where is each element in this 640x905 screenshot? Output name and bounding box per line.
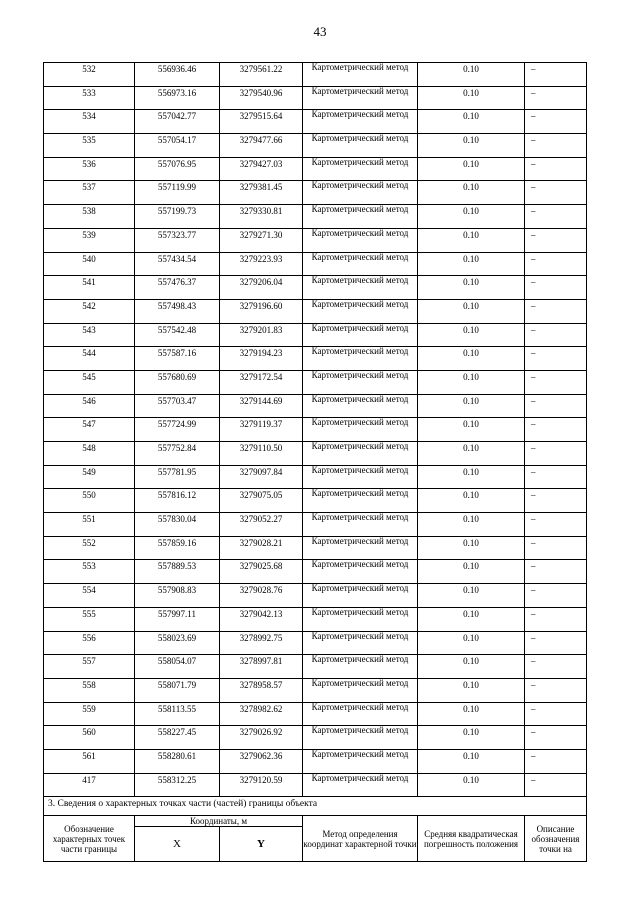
coord-y: 3279540.96 (220, 86, 303, 110)
point-number: 543 (44, 323, 135, 347)
table-row (44, 347, 587, 371)
coord-y: 3278992.75 (220, 631, 303, 655)
accuracy-cell: 0.10 (418, 157, 525, 181)
header-coords: Координаты, м (135, 816, 303, 827)
point-number: 561 (44, 749, 135, 773)
table-row (44, 181, 587, 205)
method-cell: Картометрический метод (303, 134, 418, 158)
coord-x: 557587.16 (135, 347, 220, 371)
description-cell: – (525, 347, 587, 371)
point-number: 532 (44, 63, 135, 87)
coord-x: 557476.37 (135, 276, 220, 300)
table-row (44, 205, 587, 229)
coord-y: 3278997.81 (220, 655, 303, 679)
description-cell: – (525, 607, 587, 631)
coord-y: 3279028.76 (220, 584, 303, 608)
method-cell: Картометрический метод (303, 678, 418, 702)
coord-x: 557724.99 (135, 418, 220, 442)
coord-x: 557781.95 (135, 465, 220, 489)
method-cell: Картометрический метод (303, 323, 418, 347)
coord-x: 556936.46 (135, 63, 220, 87)
table-row (44, 489, 587, 513)
method-cell: Картометрический метод (303, 702, 418, 726)
table-row (44, 252, 587, 276)
point-number: 533 (44, 86, 135, 110)
table-row (44, 276, 587, 300)
method-cell: Картометрический метод (303, 394, 418, 418)
description-cell: – (525, 749, 587, 773)
point-number: 417 (44, 773, 135, 797)
page-number: 43 (313, 24, 327, 39)
accuracy-cell: 0.10 (418, 749, 525, 773)
coord-x: 558054.07 (135, 655, 220, 679)
coord-y: 3279052.27 (220, 513, 303, 537)
method-cell: Картометрический метод (303, 607, 418, 631)
accuracy-cell: 0.10 (418, 678, 525, 702)
method-cell: Картометрический метод (303, 157, 418, 181)
accuracy-cell: 0.10 (418, 134, 525, 158)
coord-y: 3278958.57 (220, 678, 303, 702)
accuracy-cell: 0.10 (418, 584, 525, 608)
header-y: Y (220, 827, 303, 862)
coord-x: 557498.43 (135, 299, 220, 323)
method-cell: Картометрический метод (303, 584, 418, 608)
description-cell: – (525, 442, 587, 466)
table-row (44, 465, 587, 489)
accuracy-cell: 0.10 (418, 773, 525, 797)
table-row (44, 560, 587, 584)
accuracy-cell: 0.10 (418, 63, 525, 87)
method-cell: Картометрический метод (303, 110, 418, 134)
coord-x: 557042.77 (135, 110, 220, 134)
point-number: 538 (44, 205, 135, 229)
description-cell: – (525, 323, 587, 347)
table-row (44, 655, 587, 679)
section-title: 3. Сведения о характерных точках части (частей) границы объекта (44, 797, 587, 816)
coord-x: 557830.04 (135, 513, 220, 537)
point-number: 540 (44, 252, 135, 276)
coord-x: 557816.12 (135, 489, 220, 513)
coord-y: 3279196.60 (220, 299, 303, 323)
coord-x: 557997.11 (135, 607, 220, 631)
coord-y: 3279097.84 (220, 465, 303, 489)
coord-y: 3279427.03 (220, 157, 303, 181)
coord-y: 3279223.93 (220, 252, 303, 276)
header-row-1 (44, 816, 587, 827)
method-cell: Картометрический метод (303, 631, 418, 655)
coord-y: 3279028.21 (220, 536, 303, 560)
coord-y: 3279271.30 (220, 228, 303, 252)
header-point: Обозначение характерных точек части границы (44, 816, 135, 862)
description-cell: – (525, 773, 587, 797)
method-cell: Картометрический метод (303, 726, 418, 750)
point-number: 551 (44, 513, 135, 537)
description-cell: – (525, 655, 587, 679)
table-row (44, 584, 587, 608)
point-number: 548 (44, 442, 135, 466)
coord-y: 3279026.92 (220, 726, 303, 750)
description-cell: – (525, 370, 587, 394)
method-cell: Картометрический метод (303, 489, 418, 513)
accuracy-cell: 0.10 (418, 181, 525, 205)
accuracy-cell: 0.10 (418, 702, 525, 726)
coord-x: 558312.25 (135, 773, 220, 797)
coord-y: 3279172.54 (220, 370, 303, 394)
table-row (44, 370, 587, 394)
coord-x: 557859.16 (135, 536, 220, 560)
description-cell: – (525, 205, 587, 229)
coord-x: 556973.16 (135, 86, 220, 110)
table-row (44, 702, 587, 726)
point-number: 542 (44, 299, 135, 323)
description-cell: – (525, 276, 587, 300)
coordinates-table (43, 62, 587, 862)
point-number: 541 (44, 276, 135, 300)
method-cell: Картометрический метод (303, 536, 418, 560)
point-number: 535 (44, 134, 135, 158)
method-cell: Картометрический метод (303, 299, 418, 323)
coord-x: 557752.84 (135, 442, 220, 466)
coord-y: 3279110.50 (220, 442, 303, 466)
accuracy-cell: 0.10 (418, 655, 525, 679)
coord-y: 3279201.83 (220, 323, 303, 347)
point-number: 553 (44, 560, 135, 584)
method-cell: Картометрический метод (303, 86, 418, 110)
header-method: Метод определения координат характерной точки (303, 816, 418, 862)
accuracy-cell: 0.10 (418, 442, 525, 466)
accuracy-cell: 0.10 (418, 323, 525, 347)
coord-y: 3279477.66 (220, 134, 303, 158)
table-row (44, 442, 587, 466)
description-cell: – (525, 157, 587, 181)
table-row (44, 110, 587, 134)
description-cell: – (525, 560, 587, 584)
method-cell: Картометрический метод (303, 465, 418, 489)
method-cell: Картометрический метод (303, 442, 418, 466)
accuracy-cell: 0.10 (418, 560, 525, 584)
table-row (44, 773, 587, 797)
coord-y: 3279062.36 (220, 749, 303, 773)
table-row (44, 323, 587, 347)
point-number: 558 (44, 678, 135, 702)
point-number: 545 (44, 370, 135, 394)
method-cell: Картометрический метод (303, 181, 418, 205)
coord-x: 557908.83 (135, 584, 220, 608)
description-cell: – (525, 418, 587, 442)
description-cell: – (525, 134, 587, 158)
table-row (44, 513, 587, 537)
point-number: 554 (44, 584, 135, 608)
table-body (44, 63, 587, 797)
point-number: 546 (44, 394, 135, 418)
accuracy-cell: 0.10 (418, 536, 525, 560)
coord-y: 3278982.62 (220, 702, 303, 726)
description-cell: – (525, 465, 587, 489)
point-number: 547 (44, 418, 135, 442)
table-row (44, 394, 587, 418)
method-cell: Картометрический метод (303, 63, 418, 87)
coord-x: 557119.99 (135, 181, 220, 205)
accuracy-cell: 0.10 (418, 489, 525, 513)
method-cell: Картометрический метод (303, 655, 418, 679)
accuracy-cell: 0.10 (418, 299, 525, 323)
point-number: 556 (44, 631, 135, 655)
description-cell: – (525, 110, 587, 134)
method-cell: Картометрический метод (303, 370, 418, 394)
point-number: 560 (44, 726, 135, 750)
coord-x: 558227.45 (135, 726, 220, 750)
table-row (44, 418, 587, 442)
point-number: 537 (44, 181, 135, 205)
coord-y: 3279120.59 (220, 773, 303, 797)
coord-y: 3279561.22 (220, 63, 303, 87)
header-description: Описание обозначения точки на (525, 816, 587, 862)
description-cell: – (525, 726, 587, 750)
coord-x: 557434.54 (135, 252, 220, 276)
point-number: 557 (44, 655, 135, 679)
coord-x: 558071.79 (135, 678, 220, 702)
description-cell: – (525, 584, 587, 608)
table-row (44, 631, 587, 655)
description-cell: – (525, 513, 587, 537)
description-cell: – (525, 536, 587, 560)
method-cell: Картометрический метод (303, 228, 418, 252)
description-cell: – (525, 63, 587, 87)
table-row (44, 536, 587, 560)
accuracy-cell: 0.10 (418, 726, 525, 750)
coord-x: 557323.77 (135, 228, 220, 252)
description-cell: – (525, 181, 587, 205)
accuracy-cell: 0.10 (418, 607, 525, 631)
table-row (44, 228, 587, 252)
coord-y: 3279330.81 (220, 205, 303, 229)
method-cell: Картометрический метод (303, 276, 418, 300)
method-cell: Картометрический метод (303, 560, 418, 584)
point-number: 539 (44, 228, 135, 252)
accuracy-cell: 0.10 (418, 86, 525, 110)
point-number: 559 (44, 702, 135, 726)
point-number: 550 (44, 489, 135, 513)
point-number: 552 (44, 536, 135, 560)
coord-y: 3279119.37 (220, 418, 303, 442)
coord-y: 3279381.45 (220, 181, 303, 205)
table-row (44, 749, 587, 773)
accuracy-cell: 0.10 (418, 394, 525, 418)
accuracy-cell: 0.10 (418, 347, 525, 371)
description-cell: – (525, 702, 587, 726)
method-cell: Картометрический метод (303, 773, 418, 797)
table-row (44, 678, 587, 702)
accuracy-cell: 0.10 (418, 276, 525, 300)
section-row (44, 797, 587, 816)
accuracy-cell: 0.10 (418, 252, 525, 276)
description-cell: – (525, 299, 587, 323)
coord-x: 558113.55 (135, 702, 220, 726)
coord-y: 3279515.64 (220, 110, 303, 134)
description-cell: – (525, 631, 587, 655)
coord-x: 557054.17 (135, 134, 220, 158)
coord-x: 557199.73 (135, 205, 220, 229)
coord-y: 3279194.23 (220, 347, 303, 371)
point-number: 534 (44, 110, 135, 134)
coord-y: 3279144.69 (220, 394, 303, 418)
accuracy-cell: 0.10 (418, 418, 525, 442)
accuracy-cell: 0.10 (418, 631, 525, 655)
coord-y: 3279042.13 (220, 607, 303, 631)
accuracy-cell: 0.10 (418, 110, 525, 134)
method-cell: Картометрический метод (303, 418, 418, 442)
accuracy-cell: 0.10 (418, 513, 525, 537)
description-cell: – (525, 678, 587, 702)
method-cell: Картометрический метод (303, 252, 418, 276)
table-row (44, 63, 587, 87)
coord-x: 557680.69 (135, 370, 220, 394)
point-number: 549 (44, 465, 135, 489)
point-number: 544 (44, 347, 135, 371)
description-cell: – (525, 228, 587, 252)
table-row (44, 86, 587, 110)
method-cell: Картометрический метод (303, 205, 418, 229)
header-accuracy: Средняя квадратическая погрешность положения (418, 816, 525, 862)
coord-x: 557542.48 (135, 323, 220, 347)
table-row (44, 134, 587, 158)
description-cell: – (525, 252, 587, 276)
method-cell: Картометрический метод (303, 347, 418, 371)
description-cell: – (525, 394, 587, 418)
coord-x: 557076.95 (135, 157, 220, 181)
description-cell: – (525, 489, 587, 513)
coord-y: 3279075.05 (220, 489, 303, 513)
coord-x: 557703.47 (135, 394, 220, 418)
coord-x: 558023.69 (135, 631, 220, 655)
description-cell: – (525, 86, 587, 110)
point-number: 555 (44, 607, 135, 631)
method-cell: Картометрический метод (303, 749, 418, 773)
accuracy-cell: 0.10 (418, 465, 525, 489)
method-cell: Картометрический метод (303, 513, 418, 537)
coord-x: 557889.53 (135, 560, 220, 584)
coord-y: 3279025.68 (220, 560, 303, 584)
accuracy-cell: 0.10 (418, 370, 525, 394)
coord-x: 558280.61 (135, 749, 220, 773)
header-x: X (135, 827, 220, 862)
table-row (44, 607, 587, 631)
table-row (44, 726, 587, 750)
accuracy-cell: 0.10 (418, 228, 525, 252)
accuracy-cell: 0.10 (418, 205, 525, 229)
table-row (44, 157, 587, 181)
coord-y: 3279206.04 (220, 276, 303, 300)
point-number: 536 (44, 157, 135, 181)
table-row (44, 299, 587, 323)
